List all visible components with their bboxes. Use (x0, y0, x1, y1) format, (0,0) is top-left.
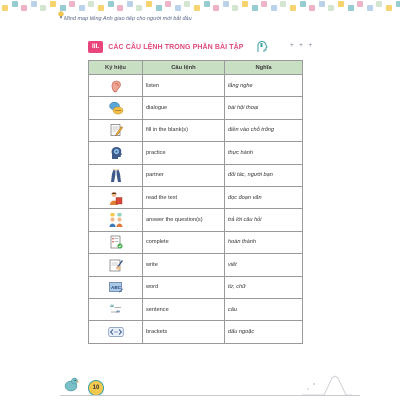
pattern-square (175, 5, 181, 11)
meaning-cell: hoàn thành (225, 231, 303, 253)
pattern-square (252, 5, 258, 11)
pattern-square (117, 5, 123, 11)
bird-icon (62, 374, 84, 394)
svg-text:“: “ (109, 302, 114, 312)
table-row (89, 186, 303, 208)
command-cell: word (143, 276, 225, 298)
pattern-square (21, 5, 27, 11)
command-cell: listen (143, 75, 225, 97)
speech-bubbles-icon (108, 100, 124, 116)
pattern-square (204, 1, 210, 7)
section-number: III. (88, 41, 103, 53)
pattern-square (300, 1, 306, 7)
table-row (89, 254, 303, 276)
people-question-icon (108, 212, 124, 228)
meaning-cell: thực hành (225, 142, 303, 164)
sparkle-decoration: + + + (290, 43, 314, 49)
column-header-meaning: Nghĩa (225, 61, 303, 75)
ear-icon (108, 78, 124, 94)
command-cell: dialogue (143, 97, 225, 119)
meaning-cell: trả lời câu hỏi (225, 209, 303, 231)
command-cell: fill in the blank(s) (143, 119, 225, 141)
pattern-square (69, 1, 75, 7)
pattern-square (348, 5, 354, 11)
checklist-icon (108, 234, 124, 250)
command-cell: brackets (143, 321, 225, 343)
table-header-row (89, 61, 303, 75)
pattern-square (156, 5, 162, 11)
pattern-square (127, 1, 133, 7)
pattern-square (396, 1, 400, 7)
abc-card-icon (108, 279, 124, 295)
column-header-symbol: Ký hiệu (89, 61, 143, 75)
page-footer (0, 370, 400, 400)
pattern-square (213, 5, 219, 11)
section-title: CÁC CÂU LỆNH TRONG PHẦN BÀI TẬP (108, 43, 244, 51)
meaning-cell: đọc đoạn văn (225, 186, 303, 208)
table-row (89, 164, 303, 186)
table-row (89, 321, 303, 343)
meaning-cell: đối tác, người bạn (225, 164, 303, 186)
meaning-cell: điền vào chỗ trống (225, 119, 303, 141)
pattern-square (136, 5, 142, 11)
pattern-square (146, 1, 152, 7)
brain-head-icon (108, 145, 124, 161)
pattern-square (184, 1, 190, 7)
pattern-square (194, 5, 200, 11)
book-title: Mind map tiếng Anh giao tiếp cho người mới bắt đầu (64, 16, 192, 22)
pattern-square (223, 1, 229, 7)
pattern-square (271, 5, 277, 11)
brackets-icon (108, 324, 124, 340)
pattern-square (31, 1, 37, 7)
command-cell: complete (143, 231, 225, 253)
pattern-square (261, 1, 267, 7)
pattern-square (165, 1, 171, 7)
pattern-square (386, 5, 392, 11)
meaning-cell: dấu ngoặc (225, 321, 303, 343)
pattern-square (79, 5, 85, 11)
table-row (89, 75, 303, 97)
column-header-command: Câu lệnh (143, 61, 225, 75)
pattern-square (319, 1, 325, 7)
pattern-square (50, 1, 56, 7)
table-row (89, 231, 303, 253)
reading-person-icon (108, 190, 124, 206)
command-cell: partner (143, 164, 225, 186)
pattern-square (108, 1, 114, 7)
meaning-cell: lắng nghe (225, 75, 303, 97)
pattern-square (40, 5, 46, 11)
meaning-cell: bài hội thoại (225, 97, 303, 119)
pattern-square (309, 5, 315, 11)
meaning-cell: từ, chữ (225, 276, 303, 298)
page-number: 10 (88, 380, 104, 396)
table-row (89, 142, 303, 164)
meaning-cell: viết (225, 254, 303, 276)
pencil-paper-icon (108, 122, 124, 138)
table-row (89, 97, 303, 119)
svg-text:”: ” (115, 308, 120, 318)
pattern-square (280, 1, 286, 7)
command-cell: write (143, 254, 225, 276)
meaning-cell: câu (225, 298, 303, 320)
table-row (89, 119, 303, 141)
scenery-icon (302, 372, 352, 396)
command-cell: answer the question(s) (143, 209, 225, 231)
pattern-square (98, 5, 104, 11)
section-heading (88, 40, 314, 54)
head-silhouette-icon (256, 39, 268, 53)
table-row (89, 276, 303, 298)
pattern-square (2, 5, 8, 11)
pattern-square (88, 1, 94, 7)
writing-hand-icon (108, 257, 124, 273)
pattern-square (242, 1, 248, 7)
pattern-square (367, 5, 373, 11)
command-cell: sentence (143, 298, 225, 320)
table-row (89, 298, 303, 320)
command-cell: read the text (143, 186, 225, 208)
high-five-icon (108, 167, 124, 183)
pattern-square (290, 5, 296, 11)
svg-text:ABC: ABC (110, 285, 121, 291)
table-row (89, 209, 303, 231)
pattern-square (357, 1, 363, 7)
command-table (88, 60, 303, 344)
command-cell: practice (143, 142, 225, 164)
pattern-square (12, 1, 18, 7)
pattern-square (232, 5, 238, 11)
pattern-square (376, 1, 382, 7)
pattern-square (338, 1, 344, 7)
pattern-square (328, 5, 334, 11)
quote-marks-icon (108, 302, 124, 318)
